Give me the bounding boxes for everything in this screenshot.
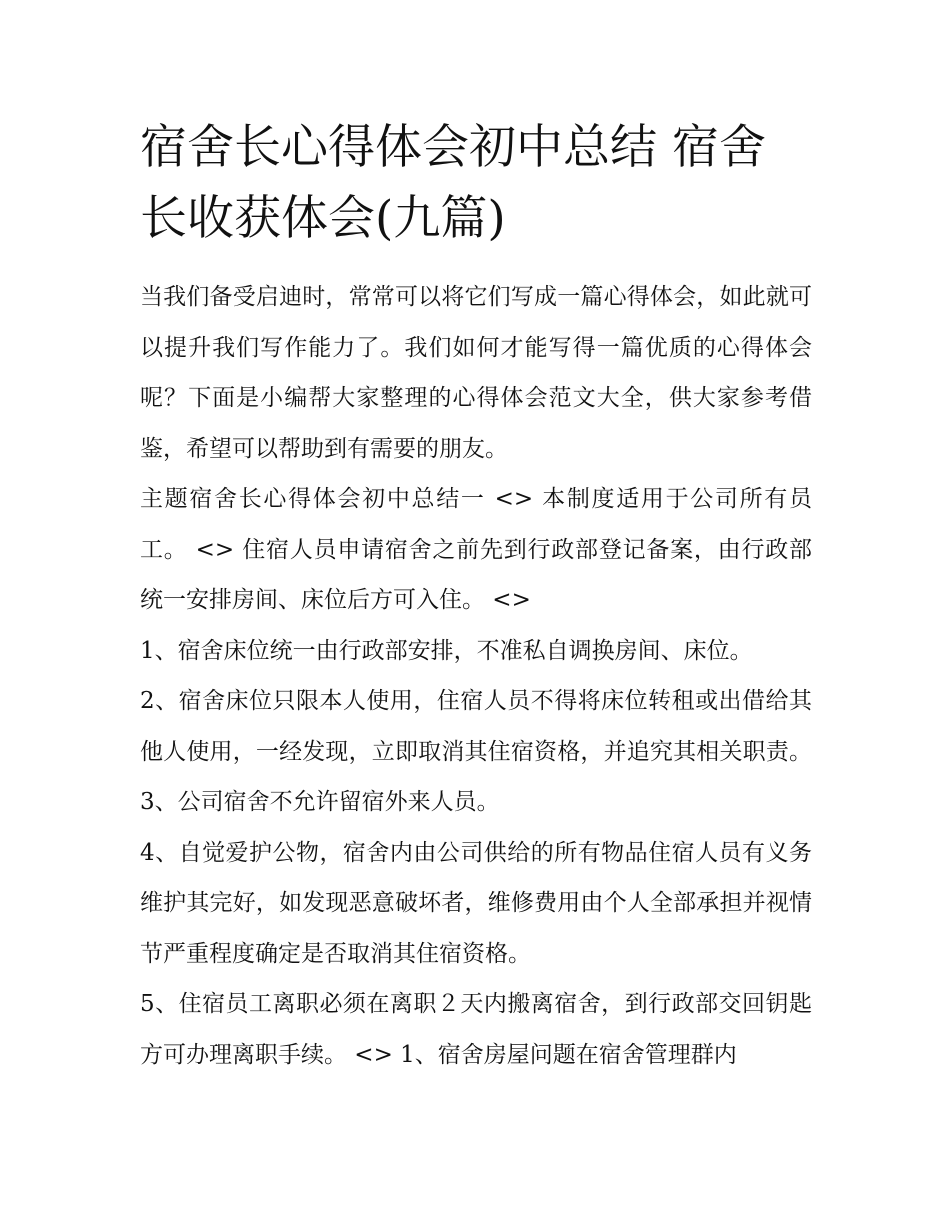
paragraph-rule-4: 4、自觉爱护公物，宿舍内由公司供给的所有物品住宿人员有义务维护其完好，如发现恶意破坏者，维修费用由个人全部承担并视情节严重程度确定是否取消其住宿资格。 <box>140 839 812 967</box>
paragraph-rule-2-3: 2、宿舍床位只限本人使用，住宿人员不得将床位转租或出借给其他人使用，一经发现，立即取消其住宿资格，并追究其相关职责。 3、公司宿舍不允许留宿外来人员。 <box>140 688 812 815</box>
document-title: 宿舍长心得体会初中总结 宿舍长收获体会(九篇) <box>140 120 766 246</box>
document-page <box>140 112 812 1080</box>
paragraph-scope: 主题宿舍长心得体会初中总结一 <> 本制度适用于公司所有员工。 <> 住宿人员申请宿舍之前先到行政部登记备案，由行政部统一安排房间、床位后方可入住。 <> <box>140 486 812 613</box>
paragraph-rule-1: 1、宿舍床位统一由行政部安排，不准私自调换房间、床位。 <box>140 637 753 664</box>
paragraph-rule-5: 5、住宿员工离职必须在离职２天内搬离宿舍，到行政部交回钥匙方可办理离职手续。 <> 1、宿舍房屋问题在宿舍管理群内 <box>140 991 812 1068</box>
paragraph-intro: 当我们备受启迪时，常常可以将它们写成一篇心得体会，如此就可以提升我们写作能力了。我们如何才能写得一篇优质的心得体会呢？下面是小编帮大家整理的心得体会范文大全，供大家参考借鉴，希望可以帮助到有需要的朋友。 <box>140 284 812 462</box>
